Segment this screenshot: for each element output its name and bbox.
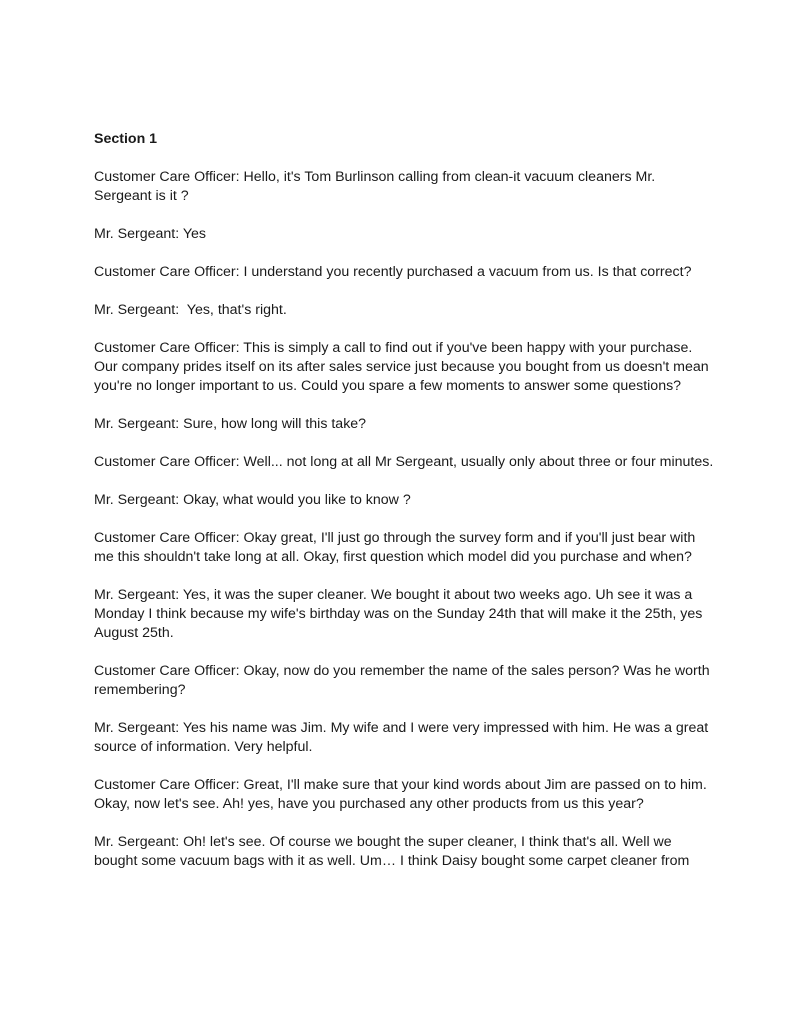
dialogue-paragraph: Mr. Sergeant: Yes his name was Jim. My wife and I were very impressed with him. He was a great source of information. Very helpful. [94, 720, 709, 755]
dialogue-paragraph: Customer Care Officer: Okay, now do you remember the name of the sales person? Was he worth remembering? [94, 663, 710, 698]
dialogue-paragraph: Customer Care Officer: This is simply a call to find out if you've been happy with your purchase. Our company prides itself on its after sales service just because you bought from us doesn't mean you're no longer important to us. Could you spare a few moments to answer some questions? [94, 340, 709, 394]
dialogue-paragraph: Customer Care Officer: Hello, it's Tom Burlinson calling from clean-it vacuum cleaners Mr. Sergeant is it ? [94, 169, 656, 204]
dialogue-paragraph: Mr. Sergeant: Yes, that's right. [94, 302, 287, 318]
dialogue-paragraph: Mr. Sergeant: Yes, it was the super cleaner. We bought it about two weeks ago. Uh see it was a Monday I think because my wife's birthday was on the Sunday 24th that will make it the 25th, yes August 25th. [94, 587, 703, 641]
dialogue-paragraph: Customer Care Officer: Great, I'll make sure that your kind words about Jim are passed on to him. Okay, now let's see. Ah! yes, have you purchased any other products from us this year? [94, 777, 707, 812]
dialogue-paragraph: Mr. Sergeant: Yes [94, 226, 206, 242]
dialogue-paragraph: Mr. Sergeant: Okay, what would you like to know ? [94, 492, 411, 508]
document-page [94, 130, 714, 890]
dialogue-paragraph: Customer Care Officer: Well... not long at all Mr Sergeant, usually only about three or four minutes. [94, 454, 714, 470]
dialogue-paragraph: Customer Care Officer: I understand you recently purchased a vacuum from us. Is that correct? [94, 264, 692, 280]
dialogue-paragraph: Mr. Sergeant: Sure, how long will this take? [94, 416, 367, 432]
section-title: Section 1 [94, 131, 158, 147]
dialogue-paragraph: Customer Care Officer: Okay great, I'll just go through the survey form and if you'll just bear with me this shouldn't take long at all. Okay, first question which model did you purchase and when? [94, 530, 696, 565]
dialogue-paragraph: Mr. Sergeant: Oh! let's see. Of course we bought the super cleaner, I think that's all. Well we bought some vacuum bags with it as well. Um… I think Daisy bought some carpet cleaner from [94, 834, 690, 869]
